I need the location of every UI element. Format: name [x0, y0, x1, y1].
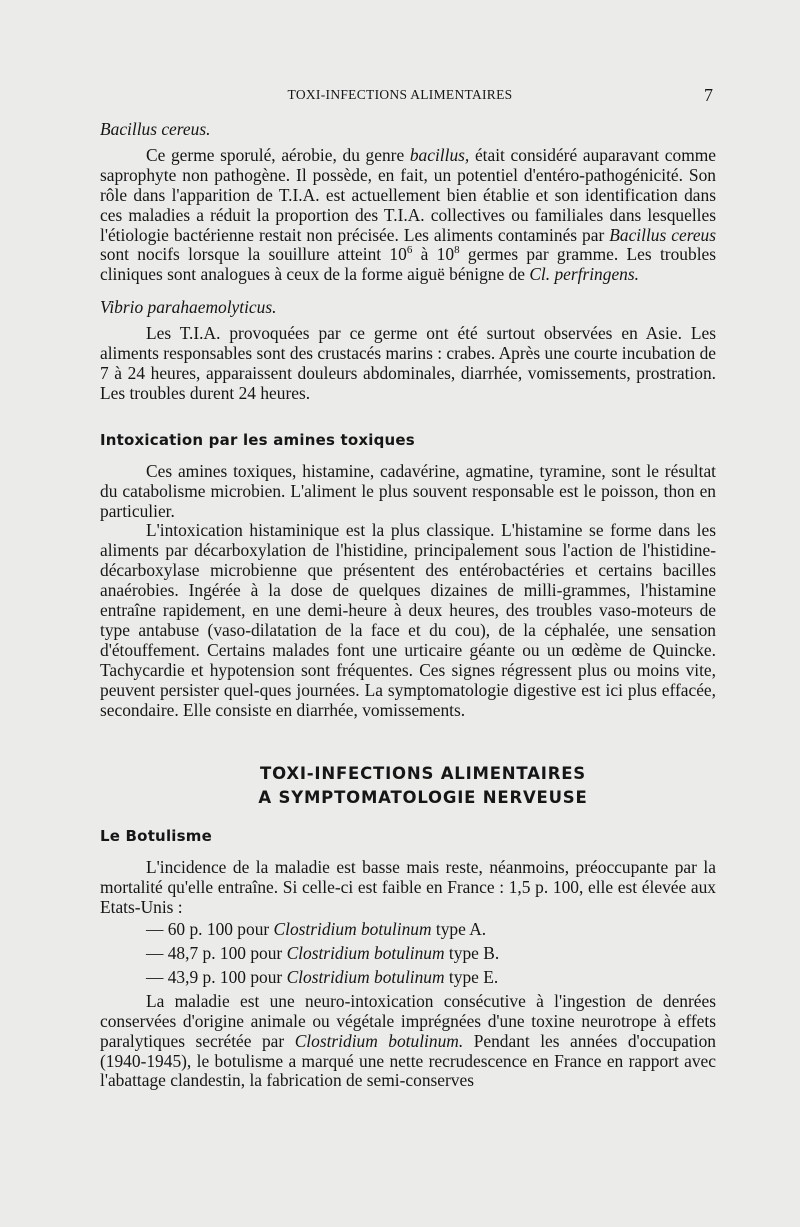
- paragraph-vibrio: Les T.I.A. provoquées par ce germe ont été surtout observées en Asie. Les aliments responsables sont des crustacés marins : crabes. Après une courte incubation de 7 à 24 heures, apparaissent douleurs abdominales, diarrhée, vomissements, prostration. Les troubles durent 24 heures.: [100, 323, 716, 403]
- page-body: [100, 120, 716, 1091]
- paragraph-botulisme-2: La maladie est une neuro-intoxication consécutive à l'ingestion de denrées conservées d'origine animale ou végétale imprégnées d'une toxine neurotrope à effets paralytiques secrétée par Clostridium botulinum. Pendant les années d'occupation (1940-1945), le botulisme a marqué une nette recrudescence en France en rapport avec l'abattage clandestin, la fabrication de semi-conserves: [100, 990, 716, 1091]
- paragraph-amines-2: L'intoxication histaminique est la plus classique. L'histamine se forme dans les aliments par décarboxylation de l'histidine, principalement sous l'action de l'histidine-décarboxylase microbienne que présentent des entérobactéries et certains bacilles anaérobies. Ingérée à la dose de quelques dizaines de milli-grammes, l'histamine entraîne rapidement, en une demi-heure à deux heures, des troubles vaso-moteurs de type antabuse (vaso-dilatation de la face et du cou), de la céphalée, une sensation d'étouffement. Certains malades font une urticaire géante ou un œdème de Quincke. Tachycardie et hypotension sont fréquentes. Ces signes régressent plus ou moins vite, peuvent persister quel-ques journées. La symptomatologie digestive est ici plus effacée, secondaire. Elle consiste en diarrhée, vomissements.: [100, 520, 716, 720]
- subsection-title-bacillus: Bacillus cereus.: [100, 119, 211, 139]
- heading-botulisme: Le Botulisme: [100, 827, 212, 846]
- paragraph-bacillus: Ce germe sporulé, aérobie, du genre bacillus, était considéré auparavant comme saprophyte non pathogène. Il possède, en fait, un potentiel d'entéro-pathogénicité. Son rôle dans l'apparition de T.I.A. est actuellement bien établie et son identification dans ces maladies a réduit la proportion des T.I.A. collectives ou familiales dans lesquelles l'étiologie bactérienne restait non précisée. Les aliments contaminés par Bacillus cereus sont nocifs lorsque la souillure atteint $10^6$ à $10^8$ germes par gramme. Les troubles cliniques sont analogues à ceux de la forme aiguë bénigne de Cl. perfringens.: [100, 144, 717, 285]
- paragraph-botulisme-1: L'incidence de la maladie est basse mais reste, néanmoins, préoccupante par la mortalité qu'elle entraîne. Si celle-ci est faible en France : 1,5 p. 100, elle est élevée aux Etats-Unis :: [100, 857, 716, 918]
- paragraph-amines-1: Ces amines toxiques, histamine, cadavérine, agmatine, tyramine, sont le résultat du catabolisme microbien. L'aliment le plus souvent responsable est le poisson, thon en particulier.: [100, 460, 716, 521]
- section-title-line-1: TOXI-INFECTIONS ALIMENTAIRES: [260, 764, 586, 784]
- rate-item: — 43,9 p. 100 pour Clostridium botulinum type E.: [146, 966, 499, 987]
- rate-item: — 60 p. 100 pour Clostridium botulinum type A.: [146, 919, 487, 940]
- heading-amines: Intoxication par les amines toxiques: [100, 430, 415, 449]
- running-header: TOXI-INFECTIONS ALIMENTAIRES: [287, 87, 513, 102]
- section-title: [100, 762, 716, 810]
- section-title-line-2: A SYMPTOMATOLOGIE NERVEUSE: [258, 788, 588, 808]
- page-number: 7: [704, 85, 713, 105]
- subsection-title-vibrio: Vibrio parahaemolyticus.: [100, 297, 277, 318]
- rate-item: — 48,7 p. 100 pour Clostridium botulinum type B.: [146, 943, 500, 963]
